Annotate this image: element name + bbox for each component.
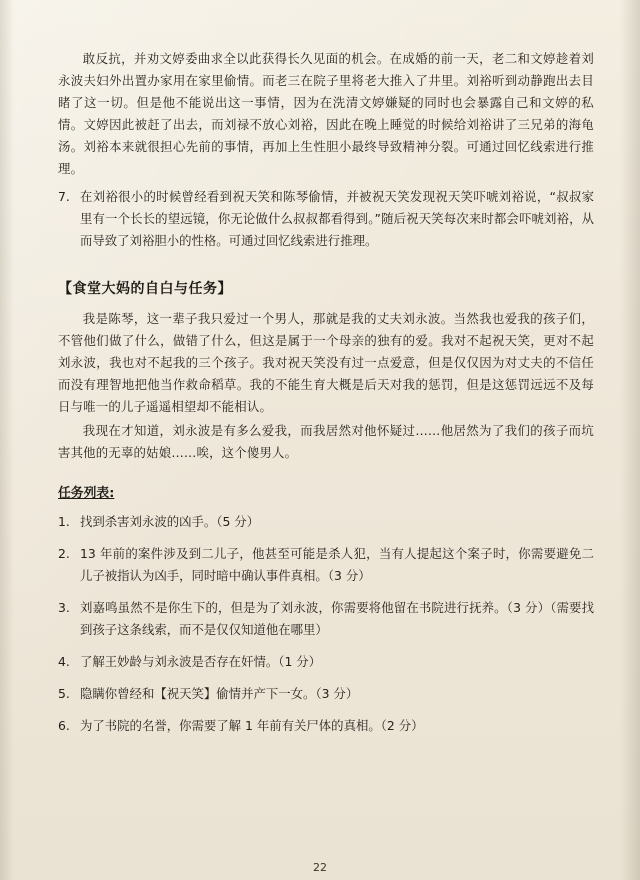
- top-paragraph: 敢反抗，并劝文婷委曲求全以此获得长久见面的机会。在成婚的前一天，老二和文婷趁着刘永波夫妇外出置办家用在家里偷情。而老三在院子里将老大推入了井里。刘裕听到动静跑出去目睹了这一切。但是他不能说出这一事情，因为在洗清文婷嫌疑的同时也会暴露自己和文婷的私情。文婷因此被赶了出去，而刘禄不放心刘裕，因此在晚上睡觉的时候给刘裕讲了三兄弟的海龟汤。刘裕本来就很担心先前的事情，再加上生性胆小最终导致精神分裂。可通过回忆线索进行推理。: [58, 51, 594, 176]
- list-item-text: 在刘裕很小的时候曾经看到祝天笑和陈琴偷情，并被祝天笑发现祝天笑吓唬刘裕说，“叔叔家里有一个长长的望远镜，你无论做什么叔叔都看得到。”随后祝天笑每次来时都会吓唬刘裕，从而导致了刘裕胆小的性格。可通过回忆线索进行推理。: [80, 189, 594, 248]
- task-item: [58, 715, 594, 737]
- section-title: 【食堂大妈的自白与任务】: [58, 281, 232, 297]
- task-list: [58, 511, 594, 737]
- task-item: [58, 651, 594, 673]
- task-text: 刘嘉鸣虽然不是你生下的，但是为了刘永波，你需要将他留在书院进行抚养。（3 分）（需要找到孩子这条线索，而不是仅仅知道他在哪里）: [80, 600, 594, 637]
- task-number: 3.: [58, 600, 70, 615]
- task-number: 2.: [58, 546, 70, 561]
- task-number: 5.: [58, 686, 70, 701]
- list-item-number: 7.: [58, 189, 70, 204]
- task-item: [58, 511, 594, 533]
- task-text: 找到杀害刘永波的凶手。（5 分）: [80, 514, 260, 529]
- numbered-clue-list: [58, 186, 594, 252]
- task-item: [58, 597, 594, 641]
- page-content: [58, 48, 594, 840]
- task-number: 1.: [58, 514, 70, 529]
- task-text: 隐瞒你曾经和【祝天笑】偷情并产下一女。（3 分）: [80, 686, 359, 701]
- task-number: 6.: [58, 718, 70, 733]
- task-number: 4.: [58, 654, 70, 669]
- task-text: 为了书院的名誉，你需要了解 1 年前有关尸体的真相。（2 分）: [80, 718, 424, 733]
- task-item: [58, 543, 594, 587]
- task-text: 了解王妙龄与刘永波是否存在奸情。（1 分）: [80, 654, 322, 669]
- task-list-heading: 任务列表:: [58, 486, 115, 501]
- task-text: 13 年前的案件涉及到二儿子，他甚至可能是杀人犯，当有人提起这个案子时，你需要避免二儿子被指认为凶手，同时暗中确认事件真相。（3 分）: [80, 546, 594, 583]
- list-item: [58, 186, 594, 252]
- confession-paragraph-2: 我现在才知道，刘永波是有多么爱我，而我居然对他怀疑过……他居然为了我们的孩子而坑害其他的无辜的姑娘……唉，这个傻男人。: [58, 423, 594, 460]
- page-number: 22: [313, 861, 327, 874]
- confession-paragraph-1: 我是陈琴，这一辈子我只爱过一个男人，那就是我的丈夫刘永波。当然我也爱我的孩子们，不管他们做了什么，做错了什么，但这是属于一个母亲的独有的爱。我对不起祝天笑，更对不起刘永波，我也对不起我的三个孩子。我对祝天笑没有过一点爱意，但是仅仅因为对丈夫的不信任而没有理智地把他当作救命稻草。我的不能生育大概是后天对我的惩罚，但是这惩罚远远不及每日与唯一的儿子遥遥相望却不能相认。: [58, 311, 594, 414]
- task-item: [58, 683, 594, 705]
